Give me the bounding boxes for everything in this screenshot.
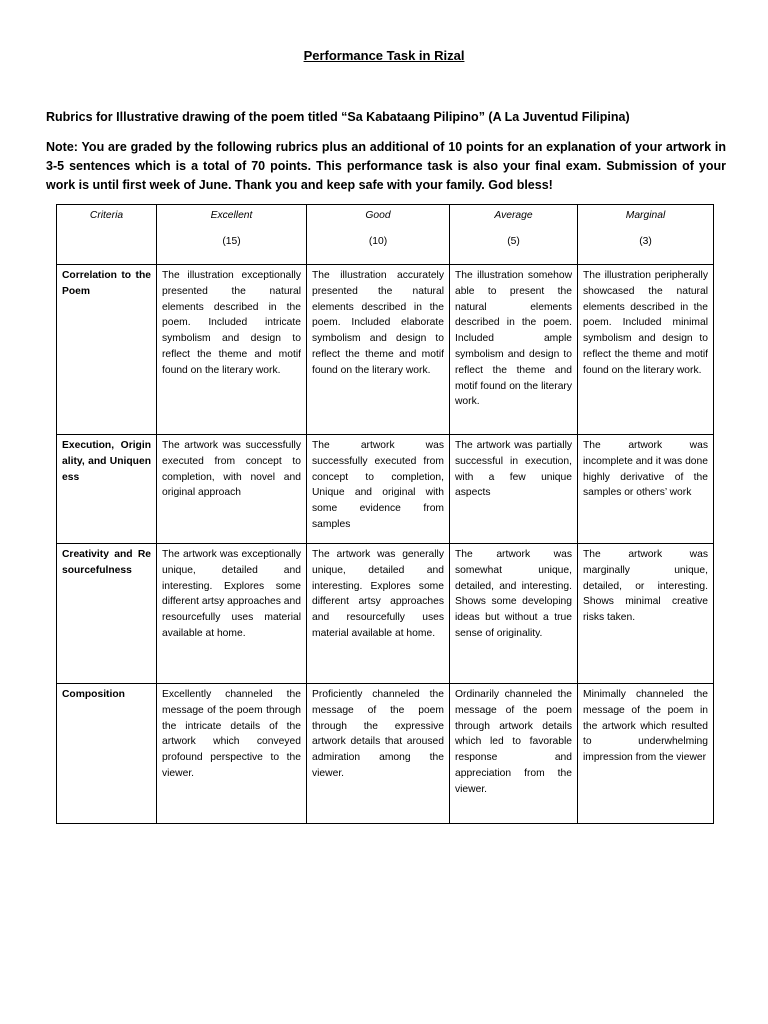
average-cell: The artwork was partially successful in execution, with a few unique aspects	[450, 435, 578, 544]
grading-note: Note: You are graded by the following rubrics plus an additional of 10 points for an explanation of your artwork in 3-5 sentences which is a total of 70 points. This performance task is also your final exam. Submission of your work is until first week of June. Thank you and keep safe with your family. God bless!	[46, 140, 726, 192]
good-cell: The artwork was generally unique, detailed and interesting. Explores some different artsy approaches and resourcefully uses material available at home.	[307, 544, 450, 684]
header-label: Criteria	[89, 210, 124, 221]
header-label: Good	[365, 210, 391, 221]
header-good	[307, 205, 450, 265]
header-average	[450, 205, 578, 265]
good-cell: Proficiently channeled the message of the poem through the expressive artwork details that aroused admiration among the viewer.	[307, 684, 450, 824]
rubric-row-execution	[57, 435, 714, 544]
average-cell: The illustration somehow able to present the natural elements described in the poem. Included ample symbolism and design to reflect the theme and motif found on the literary work.	[450, 265, 578, 435]
header-excellent	[157, 205, 307, 265]
rubric-table	[56, 204, 714, 824]
marginal-cell: Minimally channeled the message of the poem in the artwork which resulted to underwhelming impression from the viewer	[578, 684, 714, 824]
header-label: Average	[494, 210, 533, 221]
header-score: (10)	[368, 235, 388, 247]
excellent-cell: The artwork was successfully executed from concept to completion, with novel and original approach	[157, 435, 307, 544]
marginal-cell: The artwork was marginally unique, detailed, or interesting. Shows minimal creative risks taken.	[578, 544, 714, 684]
header-score: (15)	[222, 235, 241, 247]
criteria-cell: Composition	[57, 684, 157, 824]
excellent-cell: The artwork was exceptionally unique, detailed and interesting. Explores some different artsy approaches and resourcefully uses material available at home.	[157, 544, 307, 684]
excellent-cell: Excellently channeled the message of the poem through the intricate details of the artwork which conveyed profound perspective to the viewer.	[157, 684, 307, 824]
rubric-header-row	[57, 205, 714, 265]
header-label: Excellent	[210, 210, 253, 221]
header-label: Marginal	[625, 210, 666, 221]
good-cell: The artwork was successfully executed from concept to completion, Unique and original with some evidence from samples	[307, 435, 450, 544]
criteria-cell: Execution, Originality, and Uniqueness	[57, 435, 157, 544]
document-title-text: Performance Task in Rizal	[303, 48, 465, 63]
criteria-cell: Correlation to the Poem	[57, 265, 157, 435]
good-cell: The illustration accurately presented the natural elements described in the poem. Included elaborate symbolism and design to reflect the theme and motif found on the literary work.	[307, 265, 450, 435]
rubric-row-creativity	[57, 544, 714, 684]
rubric-row-composition	[57, 684, 714, 824]
document-title	[0, 48, 768, 63]
header-score: (5)	[507, 235, 520, 247]
marginal-cell: The artwork was incomplete and it was done highly derivative of the samples or others’ work	[578, 435, 714, 544]
excellent-cell: The illustration exceptionally presented the natural elements described in the poem. Included intricate symbolism and design to reflect the theme and motif found on the literary work.	[157, 265, 307, 435]
header-score: (3)	[639, 235, 652, 247]
header-marginal	[578, 205, 714, 265]
header-criteria	[57, 205, 157, 265]
criteria-cell: Creativity and Resourcefulness	[57, 544, 157, 684]
rubric-subtitle: Rubrics for Illustrative drawing of the poem titled “Sa Kabataang Pilipino” (A La Juventud Filipina)	[46, 110, 630, 124]
marginal-cell: The illustration peripherally showcased the natural elements described in the poem. Included minimal symbolism and design to reflect the theme and motif found on the literary work.	[578, 265, 714, 435]
rubric-row-correlation	[57, 265, 714, 435]
average-cell: The artwork was somewhat unique, detailed, and interesting. Shows some developing ideas but without a true sense of originality.	[450, 544, 578, 684]
average-cell: Ordinarily channeled the message of the poem through artwork details which led to favorable response and appreciation from the viewer.	[450, 684, 578, 824]
